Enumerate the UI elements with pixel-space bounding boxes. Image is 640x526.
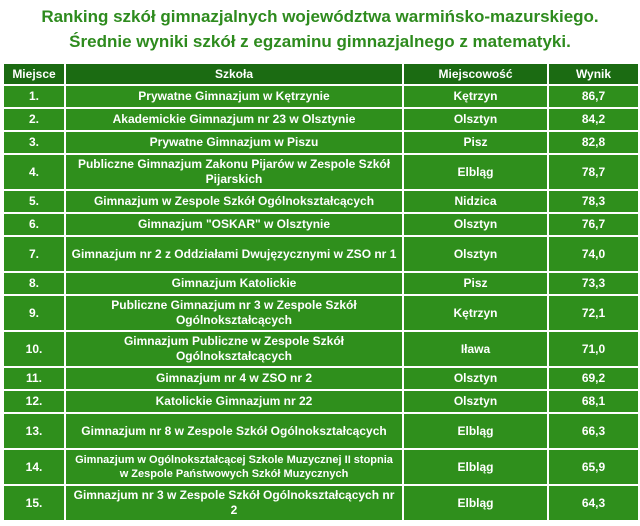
- cell-place: 10.: [4, 332, 64, 366]
- cell-score: 69,2: [549, 368, 638, 389]
- cell-city: Pisz: [404, 132, 547, 153]
- cell-score: 78,7: [549, 155, 638, 189]
- table-row: [4, 414, 638, 448]
- header-city: Miejscowość: [404, 64, 547, 84]
- cell-score: 76,7: [549, 214, 638, 235]
- table-row: [4, 368, 638, 389]
- cell-city: Elbląg: [404, 450, 547, 484]
- cell-place: 1.: [4, 86, 64, 107]
- cell-school: Gimnazjum nr 3 w Zespole Szkół Ogólnokształcących nr 2: [66, 486, 402, 520]
- table-row: [4, 332, 638, 366]
- header-score: Wynik: [549, 64, 638, 84]
- cell-place: 8.: [4, 273, 64, 294]
- cell-score: 72,1: [549, 296, 638, 330]
- cell-city: Olsztyn: [404, 214, 547, 235]
- table-row: [4, 237, 638, 271]
- table-row: [4, 155, 638, 189]
- cell-school: Gimnazjum w Zespole Szkół Ogólnokształcących: [66, 191, 402, 212]
- cell-city: Iława: [404, 332, 547, 366]
- cell-score: 82,8: [549, 132, 638, 153]
- cell-score: 78,3: [549, 191, 638, 212]
- header-row: [4, 64, 638, 84]
- cell-school: Gimnazjum nr 8 w Zespole Szkół Ogólnokształcących: [66, 414, 402, 448]
- cell-score: 74,0: [549, 237, 638, 271]
- cell-place: 12.: [4, 391, 64, 412]
- cell-place: 13.: [4, 414, 64, 448]
- cell-school: Gimnazjum Publiczne w Zespole Szkół Ogólnokształcących: [66, 332, 402, 366]
- cell-city: Elbląg: [404, 414, 547, 448]
- cell-score: 64,3: [549, 486, 638, 520]
- cell-place: 6.: [4, 214, 64, 235]
- cell-city: Olsztyn: [404, 109, 547, 130]
- cell-score: 86,7: [549, 86, 638, 107]
- title-line-2: Średnie wyniki szkół z egzaminu gimnazjalnego z matematyki.: [69, 32, 571, 51]
- cell-school: Gimnazjum w Ogólnokształcącej Szkole Muzycznej II stopnia w Zespole Państwowych Szkół Muzycznych: [66, 450, 402, 484]
- table-row: [4, 109, 638, 130]
- cell-school: Prywatne Gimnazjum w Kętrzynie: [66, 86, 402, 107]
- cell-score: 73,3: [549, 273, 638, 294]
- table-row: [4, 273, 638, 294]
- cell-place: 11.: [4, 368, 64, 389]
- cell-school: Publiczne Gimnazjum Zakonu Pijarów w Zespole Szkół Pijarskich: [66, 155, 402, 189]
- cell-city: Kętrzyn: [404, 86, 547, 107]
- header-school: Szkoła: [66, 64, 402, 84]
- cell-city: Pisz: [404, 273, 547, 294]
- cell-city: Elbląg: [404, 486, 547, 520]
- title-line-1: Ranking szkół gimnazjalnych województwa warmińsko-mazurskiego.: [41, 7, 599, 26]
- cell-place: 2.: [4, 109, 64, 130]
- cell-place: 4.: [4, 155, 64, 189]
- cell-school: Akademickie Gimnazjum nr 23 w Olsztynie: [66, 109, 402, 130]
- cell-place: 15.: [4, 486, 64, 520]
- table-row: [4, 450, 638, 484]
- cell-score: 84,2: [549, 109, 638, 130]
- cell-school: Katolickie Gimnazjum nr 22: [66, 391, 402, 412]
- cell-place: 9.: [4, 296, 64, 330]
- cell-city: Olsztyn: [404, 237, 547, 271]
- cell-city: Olsztyn: [404, 391, 547, 412]
- cell-school: Gimnazjum Katolickie: [66, 273, 402, 294]
- cell-school: Gimnazjum nr 2 z Oddziałami Dwujęzycznymi w ZSO nr 1: [66, 237, 402, 271]
- ranking-table: [2, 62, 640, 522]
- cell-school: Gimnazjum nr 4 w ZSO nr 2: [66, 368, 402, 389]
- cell-score: 66,3: [549, 414, 638, 448]
- table-row: [4, 391, 638, 412]
- cell-city: Kętrzyn: [404, 296, 547, 330]
- table-row: [4, 296, 638, 330]
- header-place: Miejsce: [4, 64, 64, 84]
- cell-place: 5.: [4, 191, 64, 212]
- cell-score: 68,1: [549, 391, 638, 412]
- cell-school: Gimnazjum "OSKAR" w Olsztynie: [66, 214, 402, 235]
- table-row: [4, 132, 638, 153]
- table-header: [4, 64, 638, 84]
- table-row: [4, 86, 638, 107]
- cell-score: 71,0: [549, 332, 638, 366]
- table-row: [4, 214, 638, 235]
- cell-place: 7.: [4, 237, 64, 271]
- cell-place: 14.: [4, 450, 64, 484]
- page-header: [0, 0, 640, 56]
- table-row: [4, 486, 638, 520]
- cell-place: 3.: [4, 132, 64, 153]
- table-row: [4, 191, 638, 212]
- cell-city: Nidzica: [404, 191, 547, 212]
- cell-school: Publiczne Gimnazjum nr 3 w Zespole Szkół Ogólnokształcących: [66, 296, 402, 330]
- cell-score: 65,9: [549, 450, 638, 484]
- cell-city: Elbląg: [404, 155, 547, 189]
- cell-school: Prywatne Gimnazjum w Piszu: [66, 132, 402, 153]
- cell-city: Olsztyn: [404, 368, 547, 389]
- table-body: [4, 86, 638, 520]
